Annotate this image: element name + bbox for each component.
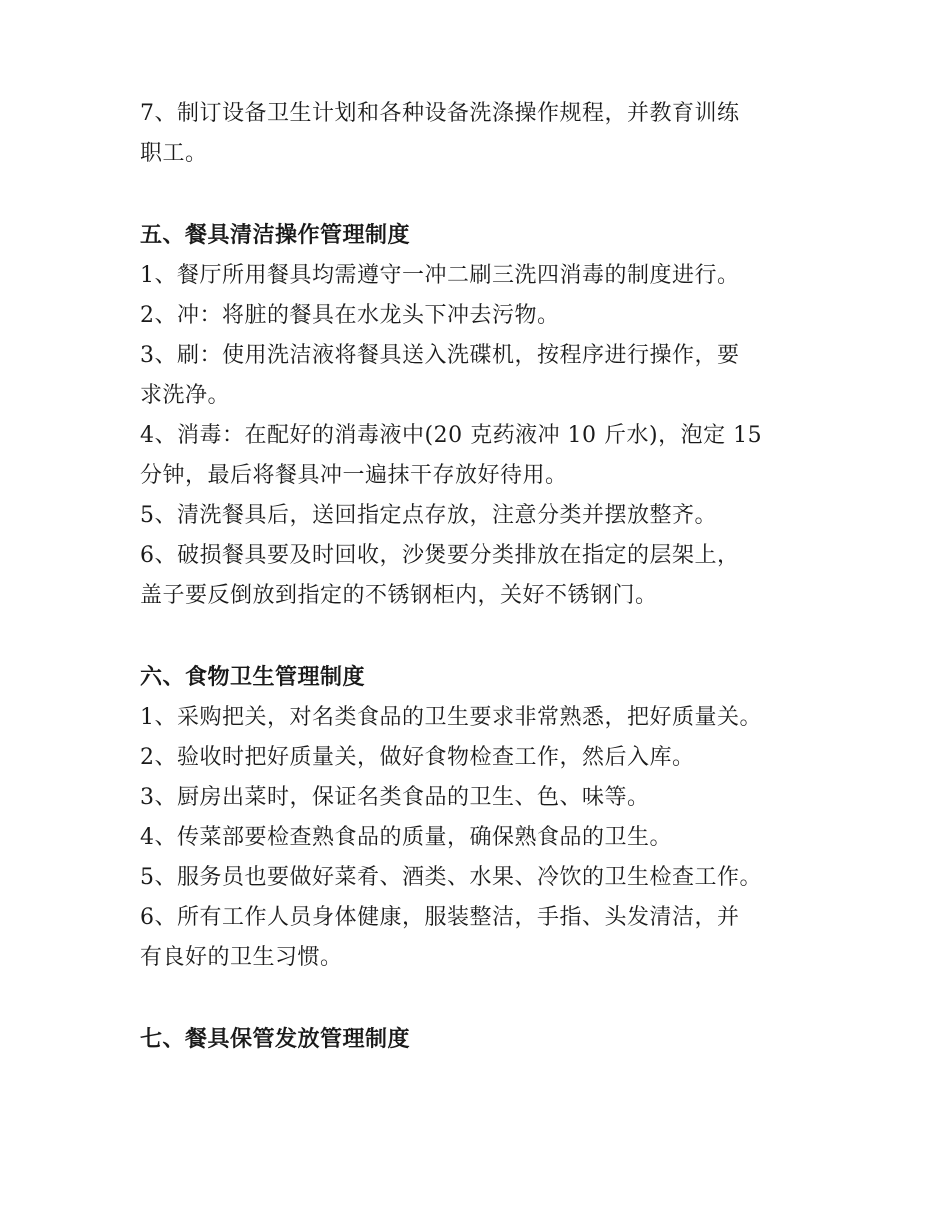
section-tableware-cleaning xyxy=(140,216,820,616)
text-line: 6、破损餐具要及时回收，沙煲要分类排放在指定的层架上， xyxy=(140,543,740,568)
text-line: 求洗净。 xyxy=(140,383,231,408)
text-line: 2、冲：将脏的餐具在水龙头下冲去污物。 xyxy=(140,303,560,328)
text-line: 1、采购把关，对名类食品的卫生要求非常熟悉，把好质量关。 xyxy=(140,705,762,730)
text-line: 4、传菜部要检查熟食品的质量，确保熟食品的卫生。 xyxy=(140,825,672,850)
section-food-hygiene xyxy=(140,658,820,978)
section-tableware-storage xyxy=(140,1020,820,1060)
text-line: 4、消毒：在配好的消毒液中(20 克药液冲 10 斤水)，泡定 15 xyxy=(140,423,763,448)
text-line: 1、餐厅所用餐具均需遵守一冲二刷三洗四消毒的制度进行。 xyxy=(140,263,740,288)
text-line: 分钟，最后将餐具冲一遍抹干存放好待用。 xyxy=(140,463,568,488)
section-heading: 七、餐具保管发放管理制度 xyxy=(140,1027,411,1052)
text-line: 5、清洗餐具后，送回指定点存放，注意分类并摆放整齐。 xyxy=(140,503,717,528)
text-line: 2、验收时把好质量关，做好食物检查工作，然后入库。 xyxy=(140,745,695,770)
intro-item-7 xyxy=(140,94,820,174)
text-line: 3、厨房出菜时，保证名类食品的卫生、色、味等。 xyxy=(140,785,650,810)
text-line: 有良好的卫生习惯。 xyxy=(140,945,343,970)
document-body xyxy=(140,94,820,1060)
section-heading: 六、食物卫生管理制度 xyxy=(140,665,366,690)
section-heading: 五、餐具清洁操作管理制度 xyxy=(140,223,411,248)
text-line: 5、服务员也要做好菜肴、酒类、水果、冷饮的卫生检查工作。 xyxy=(140,865,762,890)
text-line: 6、所有工作人员身体健康，服装整洁，手指、头发清洁，并 xyxy=(140,905,740,930)
text-line: 盖子要反倒放到指定的不锈钢柜内，关好不锈钢门。 xyxy=(140,583,658,608)
text-line: 7、制订设备卫生计划和各种设备洗涤操作规程，并教育训练 xyxy=(140,101,740,126)
text-line: 3、刷：使用洗洁液将餐具送入洗碟机，按程序进行操作，要 xyxy=(140,343,740,368)
text-line: 职工。 xyxy=(140,141,208,166)
